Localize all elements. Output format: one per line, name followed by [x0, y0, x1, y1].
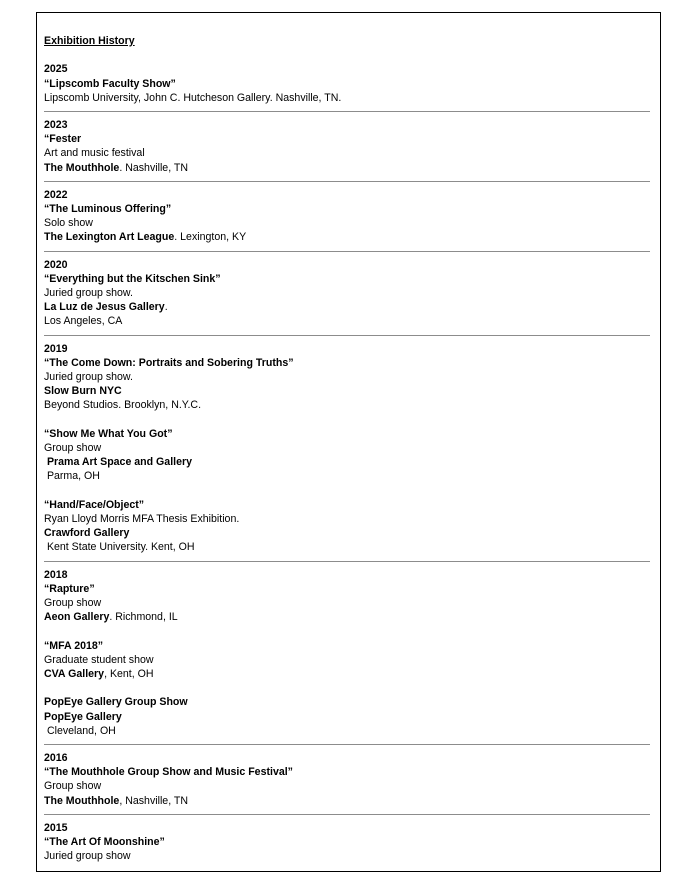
venue-name: The Mouthhole [44, 794, 120, 807]
venue-name: Prama Art Space and Gallery [44, 456, 192, 469]
exhibition-entry [44, 582, 650, 625]
exhibition-venue [44, 300, 650, 314]
exhibition-title: “Hand/Face/Object” [44, 498, 145, 511]
year-label: 2022 [44, 188, 68, 201]
venue-location: Cleveland, OH [44, 724, 116, 737]
venue-name: Crawford Gallery [44, 527, 130, 540]
year-label: 2025 [44, 63, 68, 76]
divider [44, 814, 650, 815]
year-section-2023 [44, 118, 650, 175]
exhibition-title: “The Luminous Offering” [44, 203, 172, 216]
venue-location: . Lexington, KY [174, 231, 247, 244]
exhibition-description: Group show [44, 597, 102, 610]
venue-location: , Nashville, TN [119, 794, 189, 807]
exhibition-title: “Everything but the Kitschen Sink” [44, 272, 221, 285]
exhibition-entry [44, 356, 650, 413]
divider [44, 561, 650, 562]
exhibition-description: Art and music festival [44, 147, 145, 160]
year-section-2018 [44, 568, 650, 738]
year-label: 2015 [44, 821, 68, 834]
venue-name: The Mouthhole [44, 161, 120, 174]
year-section-2016 [44, 751, 650, 808]
exhibition-venue: Lipscomb University, John C. Hutcheson Gallery. Nashville, TN. [44, 91, 342, 104]
divider [44, 181, 650, 182]
venue-location: . Richmond, IL [109, 611, 178, 624]
year-section-2020 [44, 258, 650, 329]
exhibition-entry [44, 498, 650, 555]
exhibition-description: Solo show [44, 217, 93, 230]
year-label: 2019 [44, 342, 68, 355]
exhibition-entry [44, 639, 650, 682]
exhibition-title: “Lipscomb Faculty Show” [44, 77, 176, 90]
exhibition-title: “The Mouthhole Group Show and Music Festival” [44, 766, 293, 779]
divider [44, 335, 650, 336]
exhibition-venue [44, 610, 650, 624]
exhibition-entry [44, 695, 650, 738]
section-heading: Exhibition History [44, 35, 135, 47]
exhibition-title: “Show Me What You Got” [44, 427, 173, 440]
exhibition-title: “MFA 2018” [44, 639, 104, 652]
divider [44, 744, 650, 745]
exhibition-entry [44, 427, 650, 484]
venue-name: Slow Burn NYC [44, 385, 122, 398]
venue-suffix: . [164, 301, 168, 314]
venue-name: La Luz de Jesus Gallery [44, 301, 165, 314]
exhibition-title: “Fester [44, 133, 82, 146]
year-section-2019 [44, 342, 650, 555]
year-section-2022 [44, 188, 650, 245]
venue-location: Kent State University. Kent, OH [44, 541, 195, 554]
exhibition-description: Ryan Lloyd Morris MFA Thesis Exhibition. [44, 513, 240, 526]
venue-location: Parma, OH [44, 470, 100, 483]
exhibition-title: “The Art Of Moonshine” [44, 836, 165, 849]
year-label: 2020 [44, 258, 68, 271]
exhibition-venue [44, 667, 650, 681]
venue-name: PopEye Gallery [44, 710, 122, 723]
year-section-2025 [44, 62, 650, 105]
exhibition-title: “Rapture” [44, 582, 95, 595]
exhibition-title: “The Come Down: Portraits and Sobering Truths” [44, 356, 294, 369]
venue-name: CVA Gallery [44, 668, 105, 681]
exhibition-history [44, 34, 650, 863]
exhibition-venue [44, 230, 650, 244]
exhibition-venue [44, 161, 650, 175]
exhibition-description: Juried group show [44, 850, 131, 863]
divider [44, 251, 650, 252]
document-frame [36, 12, 661, 872]
exhibition-description: Juried group show. [44, 287, 133, 300]
exhibition-venue [44, 794, 650, 808]
venue-location: Los Angeles, CA [44, 315, 123, 328]
venue-name: The Lexington Art League [44, 231, 175, 244]
divider [44, 111, 650, 112]
year-label: 2016 [44, 752, 68, 765]
year-label: 2018 [44, 568, 68, 581]
year-section-2015 [44, 821, 650, 864]
venue-location: Beyond Studios. Brooklyn, N.Y.C. [44, 399, 202, 412]
year-label: 2023 [44, 119, 68, 131]
exhibition-title: PopEye Gallery Group Show [44, 696, 188, 709]
exhibition-description: Group show [44, 442, 102, 455]
exhibition-description: Graduate student show [44, 653, 154, 666]
venue-location: . Nashville, TN [119, 161, 189, 174]
exhibition-description: Juried group show. [44, 371, 133, 384]
exhibition-description: Group show [44, 780, 102, 793]
venue-location: , Kent, OH [104, 668, 154, 681]
venue-name: Aeon Gallery [44, 611, 110, 624]
